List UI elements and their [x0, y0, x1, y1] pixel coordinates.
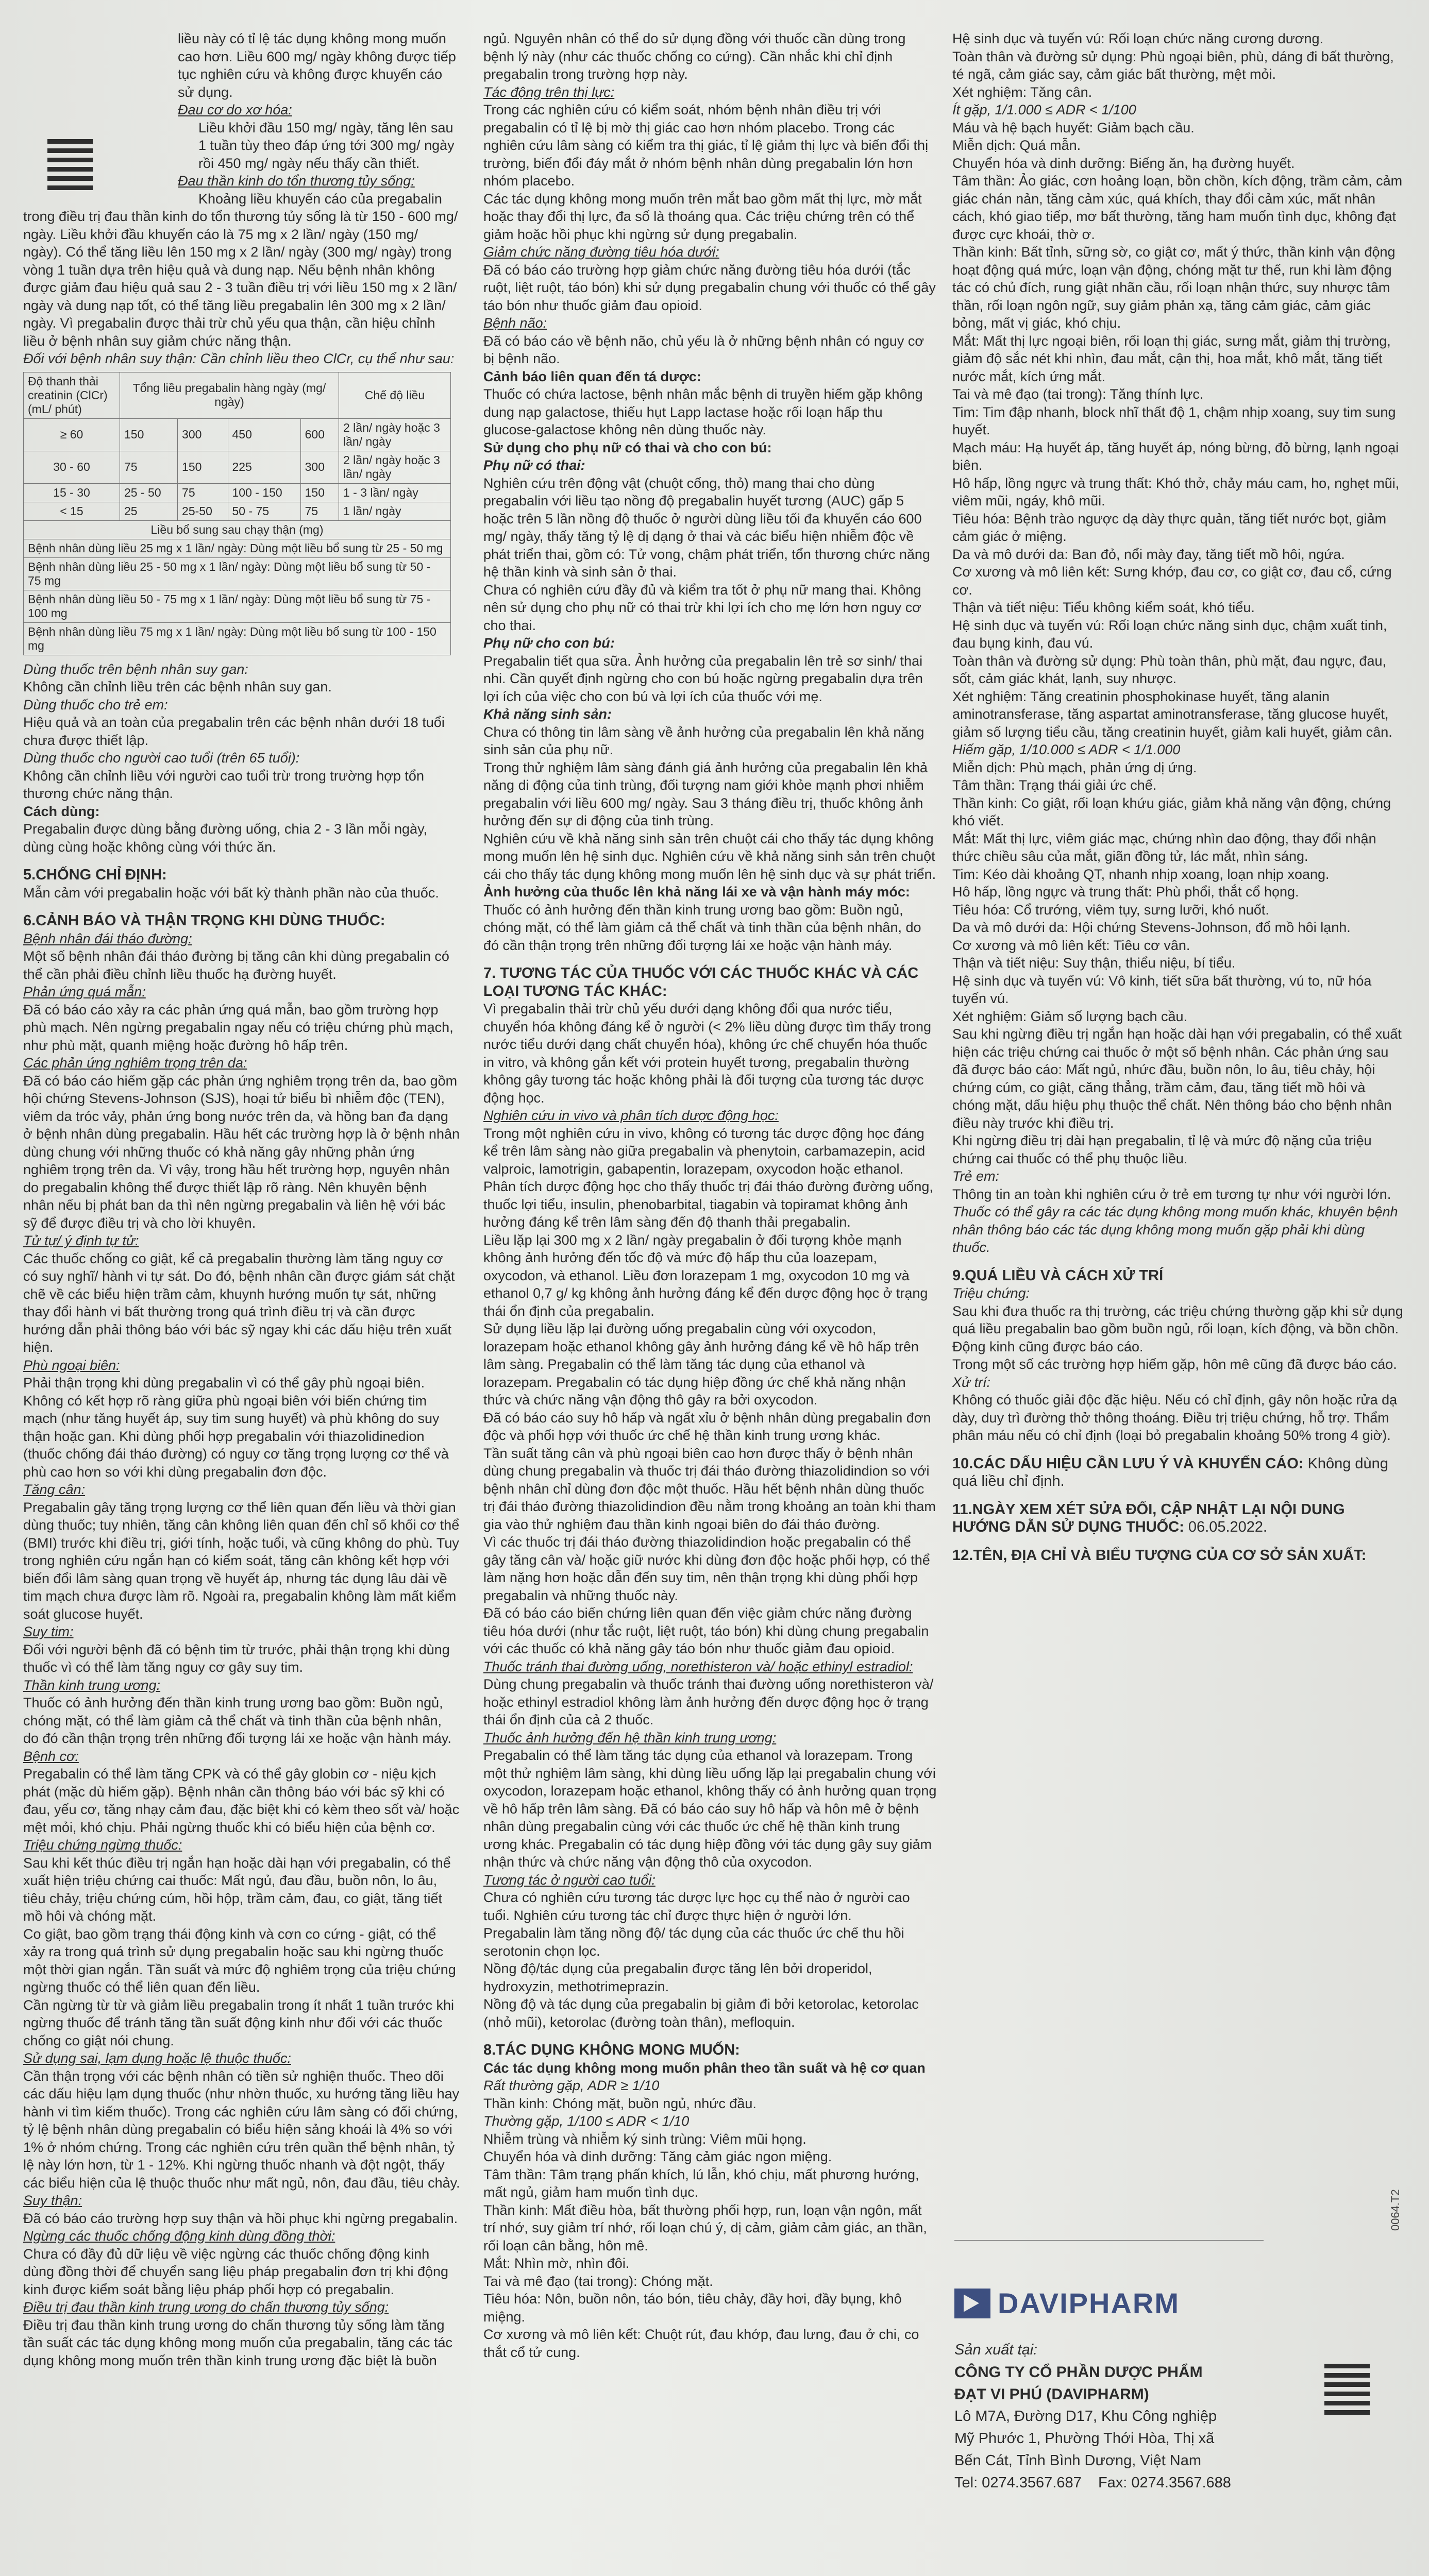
adr-line: Da và mô dưới da: Hội chứng Stevens-Johnson, đổ mồ hôi lạnh. — [952, 920, 1351, 935]
section-12-title: 12.TÊN, ĐỊA CHỈ VÀ BIỂU TƯỢNG CỦA CƠ SỞ SẢN XUẤT: — [952, 1547, 1367, 1564]
adr-line: Miễn dịch: Quá mẫn. — [952, 138, 1081, 153]
subsection-text: Điều trị đau thần kinh trung ương do chấn thương tủy sống làm tăng tần suất các tác dụng không mong muốn của pregabalin, tăng các tác dụng không mong muốn trên thần kinh trung ương đặc biệt là buồn — [23, 2317, 453, 2368]
subsection-text: Chưa có nghiên cứu tương tác dược lực học cụ thể nào ở người cao tuổi. Nghiên cứu tương tác chỉ được thực hiện ở người lớn. Pregabalin làm tăng nồng độ/ tác dụng của các thuốc ức chế thu hồi serotonin chọn lọc. Nồng độ/tác dụng của pregabalin được tăng lên bởi droperidol, hydroxyzin, methotrimeprazin. Nồng độ và tác dụng của pregabalin bị giảm đi bởi ketorolac, ketorolac (nhỏ mũi), ketorolac (đường toàn thân), mefloquin. — [483, 1890, 919, 2030]
section-10-title: 10.CÁC DẤU HIỆU CẦN LƯU Ý VÀ KHUYẾN CÁO: — [952, 1455, 1304, 1472]
adr-line: Hệ sinh dục và tuyến vú: Vô kinh, tiết sữa bất thường, vú to, nữ hóa tuyến vú. — [952, 973, 1372, 1006]
section-8-title: 8.TÁC DỤNG KHÔNG MONG MUỐN: — [483, 2042, 740, 2058]
adr-line: Khi ngừng điều trị dài hạn pregabalin, tỉ lệ và mức độ nặng của triệu chứng cai thuốc có thể phụ thuộc liều. — [952, 1133, 1372, 1166]
subsection-title: Bệnh nhân đái tháo đường: — [23, 930, 192, 946]
spinal-text: Khoảng liều khuyến cáo của pregabalin trong điều trị đau thần kinh do tổn thương tủy sống là từ 150 - 600 mg/ ngày. Liều khởi đầu khuyến cáo là 75 mg x 2 lần/ ngày (150 mg/ ngày). Có thể tăng liều lên 150 mg x 2 lần/ ngày (300 mg/ ngày) trong vòng 1 tuần dựa trên hiệu quả và dung nạp. Nếu bệnh nhân không được giảm đau hiệu quả sau 2 - 3 tuần điều trị với liều 150 mg x 2 lần/ ngày và dung nạp tốt, có thể tăng liều pregabalin lên 300 mg x 2 lần/ ngày. Vì pregabalin được thải trừ chủ yếu qua thận, cần hiệu chỉnh liều ở bệnh nhân suy giảm chức năng thận. — [23, 191, 458, 349]
elder-title: Dùng thuốc cho người cao tuổi (trên 65 tuổi): — [23, 750, 300, 766]
adr-line: Tiêu hóa: Nôn, buồn nôn, táo bón, tiêu chảy, đầy hơi, đầy bụng, khô miệng. — [483, 2291, 902, 2325]
adr-rare — [952, 759, 1406, 1168]
table-cell: 25 - 50 — [120, 483, 178, 502]
section-6-title: 6.CẢNH BÁO VÀ THẬN TRỌNG KHI DÙNG THUỐC: — [23, 912, 385, 929]
fibro-title: Đau cơ do xơ hóa: — [178, 102, 292, 117]
subsection-text: Thuốc có ảnh hưởng đến thần kinh trung ương bao gồm: Buồn ngủ, chóng mặt, có thể làm giảm cả thể chất và tinh thần của bệnh nhân, do đó cần thận trọng trên những đối tượng lái xe hoặc vận hành máy. — [23, 1695, 451, 1746]
adr-line: Sau khi ngừng điều trị ngắn hạn hoặc dài hạn với pregabalin, có thể xuất hiện các triệu chứng cai thuốc ở một số bệnh nhân. Các phản ứng sau đã được báo cáo: Mất ngủ, nhức đầu, buồn nôn, lo âu, tiêu chảy, hội chứng cúm, co giật, căng thẳng, trầm cảm, đau, tăng tiết mồ hôi và chóng mặt, dấu hiệu phụ thuộc thể chất. Nên thông báo cho bệnh nhân điều này trước khi điều trị. — [952, 1026, 1402, 1131]
adr-common-continued — [952, 30, 1406, 101]
subsection-text: Một số bệnh nhân đái tháo đường bị tăng cân khi dùng pregabalin có thể cần phải điều chỉnh liều thuốc hạ đường huyết. — [23, 948, 449, 982]
admin-text: Pregabalin được dùng bằng đường uống, chia 2 - 3 lần mỗi ngày, dùng cùng hoặc không cùng với thức ăn. — [23, 821, 428, 855]
fibro-text: Liều khởi đầu 150 mg/ ngày, tăng lên sau 1 tuần tùy theo đáp ứng tới 300 mg/ ngày rồi 450 mg/ ngày nếu thấy cần thiết. — [198, 120, 455, 171]
table-cell: 150 — [120, 418, 178, 451]
davipharm-logo-icon — [954, 2289, 990, 2318]
subsection-title: Thuốc tránh thai đường uống, norethisteron và/ hoặc ethinyl estradiol: — [483, 1658, 913, 1674]
subsection-title: Phản ứng quá mẫn: — [23, 984, 146, 999]
subsection-text: Các thuốc chống co giật, kể cả pregabalin thường làm tăng nguy cơ có suy nghĩ/ hành vi tự sát. Do đó, bệnh nhân cần được giám sát chặt chẽ về các biểu hiện trầm cảm, khuynh hướng muốn tự sát, những thay đổi hành vi bất thường trong quá trình điều trị và cần được hướng dẫn phải thông báo với bác sỹ ngay khi các dấu hiệu trên xuất hiện. — [23, 1250, 455, 1355]
adr-line: Xét nghiệm: Giảm số lượng bạch cầu. — [952, 1008, 1188, 1024]
adr-line: Tiêu hóa: Bệnh trào ngược dạ dày thực quản, tăng tiết nước bọt, giảm cảm giác ở miệng. — [952, 511, 1387, 544]
table-row — [24, 418, 451, 451]
subsection-text: Trong một nghiên cứu in vivo, không có tương tác dược động học đáng kể trên lâm sàng nào giữa pregabalin và phenytoin, carbamazepin, acid valproic, lamotrigin, gabapentin, lorazepam, oxycodon hoặc ethanol. Phân tích dược động học cho thấy thuốc trị đái tháo đường đường uống, thuốc lợi tiểu, insulin, phenobarbital, tiagabin và topiramat không ảnh hưởng đáng kể trên lâm sàng đến độ thanh thải pregabalin. Liều lặp lại 300 mg x 2 lần/ ngày pregabalin ở đối tượng khỏe mạnh không ảnh hưởng đến tốc độ và mức độ hấp thu của loazepam, oxycodon, và ethanol. Liều đơn lorazepam 1 mg, oxycodon 10 mg và ethanol 0,7 g/ kg không ảnh hưởng đáng kể đến dược động học ở trạng thái ổn định của pregabalin. Sử dụng liều lặp lại đường uống pregabalin cùng với oxycodon, lorazepam hoặc ethanol không gây ảnh hưởng đáng kể về hô hấp trên lâm sàng. Pregabalin có thể làm tăng tác dụng của ethanol và lorazepam. Pregabalin có tác dụng hiệp đồng ức chế khả năng nhận thức và chức năng vận động thô gây ra bởi oxycodon. Đã có báo cáo suy hô hấp và ngất xỉu ở bệnh nhân dùng pregabalin đơn độc và phối hợp với thuốc ức chế hệ thần kinh trung ương khác. Tần suất tăng cân và phù ngoại biên cao hơn được thấy ở bệnh nhân dùng chung pregabalin và thuốc trị đái tháo đường thiazolidindion so với bệnh nhân chỉ dùng đơn độc một thuốc. Hầu hết bệnh nhân dùng thuốc trị đái tháo đường thiazolidindion đều nằm trong khoảng an toàn khi tham gia vào thử nghiệm đau thần kinh ngoại biên do đái tháo đường. Vì các thuốc trị đái tháo đường thiazolidindion hoặc pregabalin có thể gây tăng cân và/ hoặc giữ nước khi dùng đơn độc hoặc phối hợp, có thể làm nặng hơn hoặc dẫn đến suy tim, nên thận trọng khi dùng phối hợp pregabalin và những thuốc này. Đã có báo cáo biến chứng liên quan đến việc giảm chức năng đường tiêu hóa dưới (như tắc ruột, liệt ruột, táo bón) khi dùng chung pregabalin với các thuốc có khả năng gây táo bón như thuốc giảm đau opioid. — [483, 1125, 936, 1656]
table-cell: 2 lần/ ngày hoặc 3 lần/ ngày — [339, 451, 451, 483]
section-7-title: 7. TƯƠNG TÁC CỦA THUỐC VỚI CÁC THUỐC KHÁC VÀ CÁC LOẠI TƯƠNG TÁC KHÁC: — [483, 965, 919, 999]
adr-line: Hệ sinh dục và tuyến vú: Rối loạn chức năng cương dương. — [952, 31, 1324, 46]
table-cell: 25-50 — [178, 502, 228, 520]
subsection-text: Đã có báo cáo trường hợp giảm chức năng đường tiêu hóa dưới (tắc ruột, liệt ruột, táo bón) khi sử dụng pregabalin chung với thuốc có thể gây táo bón như thuốc giảm đau opioid. — [483, 262, 936, 313]
child-adr-title: Trẻ em: — [952, 1168, 1000, 1184]
overdose-treat-text: Không có thuốc giải độc đặc hiệu. Nếu có chỉ định, gây nôn hoặc rửa dạ dày, duy trì đường thở thông thoáng. Điều trị triệu chứng, hỗ trợ. Thẩm phân máu nếu có chỉ định (loại bỏ pregabalin khoảng 50% trong 4 giờ). — [952, 1392, 1398, 1443]
adr-line: Xét nghiệm: Tăng creatinin phosphokinase huyết, tăng alanin aminotransferase, tăng aspartat aminotransferase, tăng glucose huyết, giảm số lượng tiểu cầu, tăng creatinin huyết, giảm kali huyết, giảm cân. — [952, 688, 1392, 740]
subsection-title: Điều trị đau thần kinh trung ương do chấn thương tủy sống: — [23, 2299, 389, 2315]
subsection-text: Đã có báo cáo xảy ra các phản ứng quá mẫn, bao gồm trường hợp phù mạch. Nên ngừng pregabalin ngay nếu có triệu chứng phù mạch, như phù mặt, quanh miệng hoặc đường hô hấp trên. — [23, 1002, 453, 1053]
subsection-title: Tử tự/ ý định tự tử: — [23, 1233, 139, 1248]
subsection-text: Dùng chung pregabalin và thuốc tránh thai đường uống norethisteron và/ hoặc ethinyl estradiol không làm ảnh hưởng đến dược động học ở trạng thái ổn định của cả 2 thuốc. — [483, 1676, 934, 1727]
table-cell: 150 — [178, 451, 228, 483]
adr-line: Xét nghiệm: Tăng cân. — [952, 84, 1092, 100]
section-10-text: Không dùng quá liều chỉ định. — [952, 1455, 1388, 1489]
pregnancy-title: Sử dụng cho phụ nữ có thai và cho con bú: — [483, 439, 772, 455]
adr-line: Tâm thần: Trạng thái giải ức chế. — [952, 777, 1157, 793]
table-cell: 225 — [228, 451, 300, 483]
adr-line: Mạch máu: Hạ huyết áp, tăng huyết áp, nóng bừng, đỏ bừng, lạnh ngoại biên. — [952, 439, 1399, 473]
table-subheader: Liều bổ sung sau chạy thận (mg) — [24, 520, 451, 539]
adr-uncommon — [952, 119, 1406, 741]
manufacturer-block — [954, 2339, 1315, 2494]
overdose-symptom-title: Triệu chứng: — [952, 1285, 1030, 1301]
adr-line: Mắt: Nhìn mờ, nhìn đôi. — [483, 2256, 630, 2271]
table-cell: 1 - 3 lần/ ngày — [339, 483, 451, 502]
section-6-body — [23, 930, 460, 2370]
adr-line: Hệ sinh dục và tuyến vú: Rối loạn chức năng sinh dục, chậm xuất tinh, đau bụng kinh, đau vú. — [952, 617, 1387, 651]
section-5-text: Mẫn cảm với pregabalin hoặc với bất kỳ thành phần nào của thuốc. — [23, 885, 439, 901]
subsection-title: Sử dụng sai, lạm dụng hoặc lệ thuộc thuốc: — [23, 2050, 291, 2066]
made-by-label: Sản xuất tại: — [954, 2342, 1038, 2358]
subsection-title: Tác động trên thị lực: — [483, 84, 615, 100]
table-note: Bệnh nhân dùng liều 25 - 50 mg x 1 lần/ ngày: Dùng một liều bổ sung từ 50 - 75 mg — [24, 557, 451, 590]
adr-line: Toàn thân và đường sử dụng: Phù toàn thân, phù mặt, đau ngực, đau, sốt, cảm giác khát, lạnh, suy nhược. — [952, 653, 1387, 686]
lactation-text: Pregabalin tiết qua sữa. Ảnh hưởng của pregabalin lên trẻ sơ sinh/ thai nhi. Cần quyết định ngừng cho con bú hoặc ngừng pregabalin dựa trên lợi ích của việc cho con bú và lợi ích của thuốc với mẹ. — [483, 653, 923, 704]
subsection-text: Phải thận trọng khi dùng pregabalin vì có thể gây phù ngoại biên. Không có kết hợp rõ ràng giữa phù ngoại biên với biến chứng tim mạch (như tăng huyết áp, suy tim sung huyết) và phù không do suy thận hoặc gan. Khi dùng phối hợp pregabalin với thiazolidinedion (thuốc chống đái tháo đường) có nguy cơ tăng trọng lượng cơ thể và phù cao hơn so với khi dùng pregabalin đơn độc. — [23, 1375, 449, 1480]
column-left — [23, 30, 460, 2369]
subsection-title: Suy tim: — [23, 1624, 74, 1639]
document-code: 0064.T2 — [1389, 2189, 1402, 2231]
table-note: Bệnh nhân dùng liều 75 mg x 1 lần/ ngày: Dùng một liều bổ sung từ 100 - 150 mg — [24, 622, 451, 655]
column-right — [952, 30, 1406, 1564]
subsection-title: Tăng cân: — [23, 1482, 86, 1497]
subsection-title: Suy thận: — [23, 2193, 82, 2208]
subsection-title: Thần kinh trung ương: — [23, 1677, 161, 1693]
section-11 — [952, 1501, 1406, 1536]
table-row — [24, 451, 451, 483]
hepatic-text: Không cần chỉnh liều trên các bệnh nhân suy gan. — [23, 679, 332, 694]
phone-fax: Tel: 0274.3567.687 Fax: 0274.3567.688 — [954, 2475, 1231, 2491]
adr-line: Nhiễm trùng và nhiễm ký sinh trùng: Viêm mũi họng. — [483, 2131, 806, 2147]
adr-line: Cơ xương và mô liên kết: Chuột rút, đau khớp, đau lưng, đau ở chi, co thắt cổ tử cung. — [483, 2327, 919, 2360]
section-7-body — [483, 1107, 937, 2031]
subsection-title: Giảm chức năng đường tiêu hóa dưới: — [483, 244, 719, 260]
fertility-text: Chưa có thông tin lâm sàng về ảnh hưởng của pregabalin lên khả năng sinh sản của phụ nữ. Trong thử nghiệm lâm sàng đánh giá ảnh hưởng của pregabalin lên khả năng di động của tinh trùng, đối tượng nam giới khỏe mạnh phơi nhiễm pregabalin với liều 600 mg/ ngày. Sau 3 tháng điều trị, thuốc không ảnh hưởng đến sự di động của tinh trùng. Nghiên cứu về khả năng sinh sản trên chuột cái cho thấy tác dụng không mong muốn lên hệ sinh dục. Nghiên cứu về khả năng sinh sản trên chuột cái cho thấy tác dụng không mong muốn lên hệ sinh dục và sự phát triển. — [483, 724, 936, 882]
subsection-title: Nghiên cứu in vivo và phân tích dược động học: — [483, 1108, 779, 1123]
adr-line: Chuyển hóa và dinh dưỡng: Tăng cảm giác ngon miệng. — [483, 2149, 832, 2164]
overdose-treat-title: Xử trí: — [952, 1374, 991, 1390]
table-cell: 50 - 75 — [228, 502, 300, 520]
table-cell: 2 lần/ ngày hoặc 3 lần/ ngày — [339, 418, 451, 451]
table-cell: 300 — [300, 451, 339, 483]
table-cell: 75 — [300, 502, 339, 520]
admin-title: Cách dùng: — [23, 803, 100, 819]
table-note: Bệnh nhân dùng liều 50 - 75 mg x 1 lần/ ngày: Dùng một liều bổ sung từ 75 - 100 mg — [24, 590, 451, 622]
section-5-title: 5.CHỐNG CHỈ ĐỊNH: — [23, 867, 167, 883]
adr-line: Thận và tiết niệu: Tiểu không kiểm soát, khó tiểu. — [952, 600, 1255, 615]
section-11-date: 06.05.2022. — [1188, 1519, 1268, 1535]
adr-line: Tai và mê đạo (tai trong): Tăng thính lực. — [952, 386, 1204, 402]
adr-line: Mắt: Mất thị lực ngoại biên, rối loạn thị giác, sưng mắt, giảm thị trường, giảm độ sắc nét khi nhìn, đau mắt, cận thị, hoa mắt, khô mắt, tăng tiết nước mắt, kích ứng mắt. — [952, 333, 1391, 384]
subsection-title: Phù ngoại biên: — [23, 1357, 120, 1373]
subsection-text: Trong các nghiên cứu có kiểm soát, nhóm bệnh nhân điều trị với pregabalin có tỉ lệ bị mờ thị giác cao hơn nhóm placebo. Trong các nghiên cứu lâm sàng có kiểm tra thị giác, tỉ lệ giảm thị lực và biến đổi thị trường, biến đổi đáy mắt ở nhóm bệnh nhân dùng pregabalin lớn hơn nhóm placebo. Các tác dụng không mong muốn trên mắt bao gồm mất thị lực, mờ mắt hoặc thay đổi thị lực, đa số là thoáng qua. Các triệu chứng trên có thể giảm hoặc hồi phục khi ngừng sử dụng pregabalin. — [483, 102, 929, 242]
warnings-continued — [483, 83, 937, 368]
table-row — [24, 502, 451, 520]
lactation-sub: Phụ nữ cho con bú: — [483, 635, 615, 651]
spinal-title: Đau thần kinh do tổn thương tủy sống: — [178, 173, 415, 189]
table-cell: 25 — [120, 502, 178, 520]
table-header-clcr: Độ thanh thải creatinin (ClCr) (mL/ phút) — [24, 372, 120, 418]
subsection-title: Thuốc ảnh hưởng đến hệ thần kinh trung ương: — [483, 1730, 777, 1745]
adr-line: Da và mô dưới da: Ban đỏ, nổi mày đay, tăng tiết mồ hôi, ngứa. — [952, 546, 1345, 562]
subsection-title: Ngừng các thuốc chống động kinh dùng đồng thời: — [23, 2228, 335, 2244]
subsection-title: Triệu chứng ngừng thuốc: — [23, 1837, 182, 1853]
continued-text: ngủ. Nguyên nhân có thể do sử dụng đồng với thuốc cần dùng trong bệnh lý này (như các thuốc chống co cứng). Cần nhắc khi chỉ định pregabalin trong trường hợp này. — [483, 31, 906, 82]
company-line-1: CÔNG TY CỔ PHẦN DƯỢC PHẨM — [954, 2364, 1203, 2381]
column-middle — [483, 30, 937, 2361]
adr-line: Thần kinh: Mất điều hòa, bất thường phối hợp, run, loạn vận ngôn, mất trí nhớ, suy giảm trí nhớ, rối loạn chú ý, dị cảm, giảm cảm giác, an thần, rối loạn cân bằng, hôn mê. — [483, 2202, 927, 2253]
subsection-title: Tương tác ở người cao tuổi: — [483, 1872, 655, 1888]
adr-line: Toàn thân và đường sử dụng: Phù ngoại biên, phù, dáng đi bất thường, té ngã, cảm giác say, cảm giác bất thường, mệt mỏi. — [952, 48, 1394, 82]
freq-uncommon: Ít gặp, 1/1.000 ≤ ADR < 1/100 — [952, 102, 1136, 117]
adr-line: Thận và tiết niệu: Suy thận, thiểu niệu, bí tiểu. — [952, 955, 1236, 971]
subsection-text: Pregabalin có thể làm tăng CPK và có thể gây globin cơ - niệu kịch phát (mặc dù hiếm gặp). Bệnh nhân cần thông báo với bác sỹ khi có đau, yếu cơ, tăng nhạy cảm đau, đặc biệt khi có kèm theo sốt và/ hoặc mệt mỏi, khó chịu. Phải ngừng thuốc khi có biểu hiện của bệnh cơ. — [23, 1766, 460, 1835]
adr-line: Tâm thần: Ảo giác, cơn hoảng loạn, bồn chồn, kích động, trầm cảm, cảm giác chán nản, tăng cảm xúc, quá khích, thay đổi cảm xúc, mất nhân cách, khó giao tiếp, mơ bất thường, tăng ham muốn tình dục, không đạt được cực khoái, thờ ơ. — [952, 173, 1403, 242]
table-cell: 100 - 150 — [228, 483, 300, 502]
table-cell: 75 — [178, 483, 228, 502]
renal-dose-table — [23, 372, 451, 655]
brand-name: DAVIPHARM — [998, 2287, 1180, 2319]
table-cell: 300 — [178, 418, 228, 451]
adr-line: Chuyển hóa và dinh dưỡng: Biếng ăn, hạ đường huyết. — [952, 155, 1295, 171]
table-header-total: Tổng liều pregabalin hàng ngày (mg/ ngày) — [120, 372, 339, 418]
adr-line: Máu và hệ bạch huyết: Giảm bạch cầu. — [952, 120, 1195, 135]
table-cell: ≥ 60 — [24, 418, 120, 451]
subsection-text: Pregabalin có thể làm tăng tác dụng của ethanol và lorazepam. Trong một thử nghiệm lâm sàng, khi dùng liều uống lặp lại pregabalin chung với oxycodon, lorazepam hoặc ethanol, không thấy có ảnh hưởng quan trọng về hô hấp trên lâm sàng. Đã có báo cáo suy hô hấp và hôn mê ở bệnh nhân dùng pregabalin cùng với các thuốc ức chế hệ thần kinh trung ương khác. Pregabalin có tác dụng hiệp đồng với tác dụng gây suy giảm nhận thức và chức năng vận động thô của oxycodon. — [483, 1748, 937, 1870]
adr-line: Thần kinh: Chóng mặt, buồn ngủ, nhức đầu. — [483, 2095, 756, 2111]
intro-text: liều này có tỉ lệ tác dụng không mong muốn cao hơn. Liều 600 mg/ ngày không được tiếp tục nghiên cứu và không được khuyến cáo sử dụng. — [178, 31, 456, 100]
table-cell: 450 — [228, 418, 300, 451]
excipient-title: Cảnh báo liên quan đến tá dược: — [483, 368, 701, 384]
adr-line: Tâm thần: Tâm trạng phấn khích, lú lẫn, khó chịu, mất phương hướng, mất ngủ, giảm ham muốn tình dục. — [483, 2166, 919, 2200]
table-row — [24, 483, 451, 502]
subsection-text: Đã có báo cáo hiếm gặp các phản ứng nghiêm trọng trên da, bao gồm hội chứng Stevens-Johnson (SJS), hoại tử biểu bì nhiễm độc (TEN), viêm da tróc vảy, phản ứng bong nước trên da, và hồng ban đa dạng ở bệnh nhân dùng pregabalin. Hầu hết các trường hợp là ở bệnh nhân dùng chung với những thuốc có khả năng gây những phản ứng nghiêm trọng trên da. Vì vậy, trong hầu hết trường hợp, nguyên nhân do pregabalin không thể được thiết lập rõ ràng. Nên khuyên bệnh nhân nếu bị phát ban da thì nên ngừng pregabalin và liên hệ với bác sỹ để được điều trị và cho lời khuyên. — [23, 1073, 460, 1231]
adr-line: Tim: Kéo dài khoảng QT, nhanh nhịp xoang, loạn nhịp xoang. — [952, 866, 1330, 882]
adr-line: Cơ xương và mô liên kết: Sưng khớp, đau cơ, co giật cơ, đau cổ, cứng cơ. — [952, 564, 1392, 598]
freq-rare: Hiếm gặp, 1/10.000 ≤ ADR < 1/1.000 — [952, 742, 1181, 757]
subsection-title: Bệnh cơ: — [23, 1748, 79, 1764]
child-adr-note: Thuốc có thể gây ra các tác dụng không mong muốn khác, khuyên bệnh nhân thông báo các tác dụng không mong muốn gặp phải khi dùng thuốc. — [952, 1204, 1398, 1255]
table-cell: 600 — [300, 418, 339, 451]
elder-text: Không cần chỉnh liều với người cao tuổi trừ trong trường hợp tổn thương chức năng thận. — [23, 768, 424, 801]
child-adr-text: Thông tin an toàn khi nghiên cứu ở trẻ em tương tự như với người lớn. — [952, 1186, 1391, 1202]
subsection-title: Các phản ứng nghiêm trọng trên da: — [23, 1055, 247, 1071]
subsection-text: Đã có báo cáo trường hợp suy thận và hồi phục khi ngừng pregabalin. — [23, 2210, 458, 2226]
table-header-regimen: Chế độ liều — [339, 372, 451, 418]
subsection-text: Đã có báo cáo về bệnh não, chủ yếu là ở những bệnh nhân có nguy cơ bị bệnh não. — [483, 333, 924, 366]
address-line-2: Mỹ Phước 1, Phường Thới Hòa, Thị xã — [954, 2430, 1215, 2447]
table-cell: 1 lần/ ngày — [339, 502, 451, 520]
section-11-title: 11.NGÀY XEM XÉT SỬA ĐỔI, CẬP NHẬT LẠI NỘI DUNG HƯỚNG DẪN SỬ DỤNG THUỐC: — [952, 1501, 1345, 1535]
pregnancy-text: Nghiên cứu trên động vật (chuột cống, thỏ) mang thai cho dùng pregabalin với liều tạo nồng độ pregabalin huyết tương (AUC) gấp 5 hoặc trên 5 lần nồng độ thuốc ở người dùng liều tối đa khuyến cáo 600 mg/ ngày, thấy tăng tỷ lệ dị dạng ở thai và các biểu hiện nhiễm độc về phát triển thai, gồm có: Tử vong, chậm phát triển, tổn thương chức năng hệ thần kinh và sinh sản ở thai. Chưa có nghiên cứu đầy đủ và kiểm tra tốt ở phụ nữ mang thai. Không nên sử dụng cho phụ nữ có thai trừ khi lợi ích cho mẹ lớn hơn nguy cơ cho thai. — [483, 475, 930, 633]
fertility-sub: Khả năng sinh sản: — [483, 706, 612, 722]
adr-line: Hô hấp, lồng ngực và trung thất: Phù phổi, thắt cổ họng. — [952, 884, 1299, 900]
section-8-sub: Các tác dụng không mong muốn phân theo tần suất và hệ cơ quan — [483, 2060, 926, 2076]
adr-line: Cơ xương và mô liên kết: Tiêu cơ vân. — [952, 937, 1190, 953]
adr-line: Miễn dịch: Phù mạch, phản ứng dị ứng. — [952, 759, 1197, 775]
overdose-symptom-text: Sau khi đưa thuốc ra thị trường, các triệu chứng thường gặp khi sử dụng quá liều pregabalin bao gồm buồn ngủ, rối loạn, kích động, và bồn chồn. Động kinh cũng được báo cáo. Trong một số các trường hợp hiếm gặp, hôn mê cũng đã được báo cáo. — [952, 1303, 1403, 1372]
adr-line: Tiêu hóa: Cổ trướng, viêm tụy, sưng lưỡi, khó nuốt. — [952, 902, 1269, 918]
subsection-text: Sau khi kết thúc điều trị ngắn hạn hoặc dài hạn với pregabalin, có thể xuất hiện triệu chứng cai thuốc: Mất ngủ, đau đầu, buồn nôn, lo âu, tiêu chảy, triệu chứng cúm, hồi hộp, trầm cảm, đau, co giật, tăng tiết mồ hôi và chóng mặt. Co giật, bao gồm trạng thái động kinh và cơn co cứng - giật, có thể xảy ra trong quá trình sử dụng pregabalin hoặc sau khi ngừng thuốc một thời gian ngắn. Tần suất và mức độ nghiêm trọng của triệu chứng ngừng thuốc có thể liên quan đến liều. Cần ngừng từ từ và giảm liều pregabalin trong ít nhất 1 tuần trước khi ngừng thuốc để tránh tăng tần suất động kinh như đối với các thuốc chống co giật nói chung. — [23, 1855, 456, 2048]
divider — [954, 2240, 1264, 2241]
adr-line: Thần kinh: Co giật, rối loạn khứu giác, giảm khả năng vận động, chứng khó viết. — [952, 795, 1391, 828]
table-cell: < 15 — [24, 502, 120, 520]
table-cell: 30 - 60 — [24, 451, 120, 483]
child-title: Dùng thuốc cho trẻ em: — [23, 697, 168, 713]
table-note: Bệnh nhân dùng liều 25 mg x 1 lần/ ngày: Dùng một liều bổ sung từ 25 - 50 mg — [24, 539, 451, 557]
address-line-3: Bến Cát, Tỉnh Bình Dương, Việt Nam — [954, 2452, 1202, 2469]
company-line-2: ĐẠT VI PHÚ (DAVIPHARM) — [954, 2386, 1149, 2403]
subsection-text: Cần thận trọng với các bệnh nhân có tiền sử nghiện thuốc. Theo dõi các dấu hiệu lạm dụng thuốc (như nhờn thuốc, xu hướng tăng liều hay hành vi tìm kiếm thuốc). Trong các nghiên cứu lâm sàng có đối chứng, tỷ lệ bệnh nhân dùng pregabalin có biểu hiện sảng khoái là 4% so với 1% ở nhóm chứng. Trong các nghiên cứu trên quần thể bệnh nhân, tỷ lệ này lớn hơn, từ 1 - 12%. Khi ngừng thuốc nhanh và đột ngột, thấy các biểu hiện của lệ thuộc thuốc như mất ngủ, nôn, đau đầu, tiêu chảy. — [23, 2068, 460, 2191]
excipient-text: Thuốc có chứa lactose, bệnh nhân mắc bệnh di truyền hiếm gặp không dung nạp galactose, thiếu hụt Lapp lactase hoặc rối loạn hấp thu glucose-galactose không nên dùng thuốc này. — [483, 386, 923, 437]
adr-frequency: Rất thường gặp, ADR ≥ 1/10 — [483, 2078, 660, 2093]
hepatic-title: Dùng thuốc trên bệnh nhân suy gan: — [23, 661, 248, 677]
section-8-body — [483, 2077, 937, 2361]
table-cell: 15 - 30 — [24, 483, 120, 502]
section-9-title: 9.QUÁ LIỀU VÀ CÁCH XỬ TRÍ — [952, 1267, 1164, 1284]
subsection-text: Chưa có đầy đủ dữ liệu về việc ngừng các thuốc chống động kinh dùng đồng thời để chuyển sang liệu pháp pregabalin đơn trị khi động kinh được kiểm soát bằng liệu pháp phối hợp có pregabalin. — [23, 2246, 449, 2297]
subsection-text: Đối với người bệnh đã có bệnh tim từ trước, phải thận trọng khi dùng thuốc vì có thể làm tăng nguy cơ gây suy tim. — [23, 1641, 450, 1675]
adr-frequency: Thường gặp, 1/100 ≤ ADR < 1/10 — [483, 2113, 690, 2129]
section-7-text: Vì pregabalin thải trừ chủ yếu dưới dạng không đổi qua nước tiểu, chuyển hóa không đáng kể ở người (< 2% liều dùng được tìm thấy trong nước tiểu dưới dạng chất chuyển hóa), không ức chế chuyển hóa thuốc in vitro, và không gắn kết với protein huyết tương, pregabalin thường không gây tương tác hoặc không phải là đối tượng của tương tác dược động học. — [483, 1001, 932, 1106]
adr-line: Tim: Tim đập nhanh, block nhĩ thất độ 1, chậm nhịp xoang, suy tim sung huyết. — [952, 404, 1396, 437]
subsection-text: Pregabalin gây tăng trọng lượng cơ thể liên quan đến liều và thời gian dùng thuốc; tuy nhiên, tăng cân không liên quan đến chỉ số khối cơ thể (BMI) trước khi điều trị, giới tính, hoặc tuổi, và cũng không do phù. Tuy trong nghiên cứu ngắn hạn có kiểm soát, tăng cân không kết hợp với biến đổi lâm sàng quan trọng về huyết áp, nhưng tác dụng lâu dài về tim mạch chưa được làm rõ. Ngoài ra, pregabalin không làm mất kiểm soát glucose huyết. — [23, 1499, 460, 1622]
table-cell: 75 — [120, 451, 178, 483]
driving-title: Ảnh hưởng của thuốc lên khả năng lái xe và vận hành máy móc: — [483, 884, 910, 900]
davipharm-logo — [954, 2286, 1180, 2320]
subsection-title: Bệnh não: — [483, 315, 547, 331]
renal-intro: Đối với bệnh nhân suy thận: Cần chỉnh liều theo ClCr, cụ thể như sau: — [23, 351, 455, 366]
barcode-mark-bottom-right — [1324, 2364, 1370, 2419]
adr-line: Hô hấp, lồng ngực và trung thất: Khó thở, chảy máu cam, ho, nghẹt mũi, viêm mũi, ngáy, khô mũi. — [952, 475, 1400, 509]
adr-line: Tai và mê đạo (tai trong): Chóng mặt. — [483, 2273, 713, 2289]
child-text: Hiệu quả và an toàn của pregabalin trên các bệnh nhân dưới 18 tuổi chưa được thiết lập. — [23, 715, 445, 748]
adr-line: Mắt: Mất thị lực, viêm giác mạc, chứng nhìn dao động, thay đổi nhận thức chiều sâu của mắt, giãn đồng tử, lác mắt, nhìn sáng. — [952, 831, 1376, 864]
address-line-1: Lô M7A, Đường D17, Khu Công nghiệp — [954, 2408, 1217, 2425]
pregnancy-sub: Phụ nữ có thai: — [483, 457, 585, 473]
adr-line: Thần kinh: Bất tỉnh, sững sờ, co giật cơ, mất ý thức, thần kinh vận động hoạt động quá mức, loạn vận động, chóng mặt tư thế, run khi làm động tác có chủ đích, rung giật nhãn cầu, rối loạn nhận thức, suy nhược tâm thần, rối loạn ngôn ngữ, suy giảm phản xạ, tăng cảm giác, cảm giác bỏng, mất vị giác, khó chịu. — [952, 244, 1396, 331]
section-10 — [952, 1455, 1406, 1490]
driving-text: Thuốc có ảnh hưởng đến thần kinh trung ương bao gồm: Buồn ngủ, chóng mặt, có thể làm giảm cả thể chất và tinh thần của bệnh nhân, do đó cần thận trọng trên những đối tượng lái xe hoặc vận hành máy. — [483, 902, 921, 953]
table-cell: 150 — [300, 483, 339, 502]
